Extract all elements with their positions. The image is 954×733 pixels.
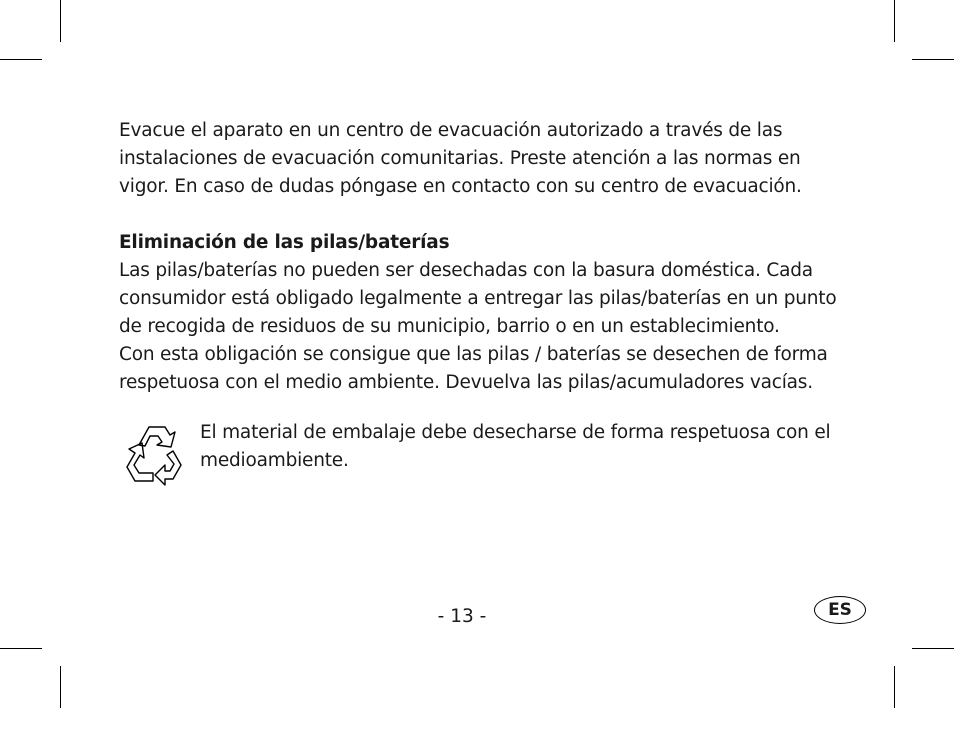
crop-mark bbox=[60, 0, 61, 42]
batteries-heading: Eliminación de las pilas/baterías bbox=[119, 232, 450, 253]
crop-mark bbox=[0, 59, 42, 60]
language-badge: ES bbox=[814, 596, 866, 624]
batteries-paragraph-2: Con esta obligación se consigue que las pilas / baterías se desechen de forma respetuosa con el medio ambiente. Devuelva las pilas/acumuladores vacías. bbox=[119, 344, 828, 393]
disposal-paragraph: Evacue el aparato en un centro de evacuación autorizado a través de las instalaciones de evacuación comunitarias. Preste atención a las normas en vigor. En caso de dudas póngase en contacto con su centro de evacuación. bbox=[119, 120, 802, 197]
crop-mark bbox=[894, 666, 895, 708]
page-number: - 13 - bbox=[437, 606, 487, 627]
crop-mark bbox=[60, 666, 61, 708]
packaging-note bbox=[119, 419, 844, 499]
crop-mark bbox=[912, 59, 954, 60]
crop-mark bbox=[0, 648, 42, 649]
recycle-icon bbox=[117, 415, 197, 495]
batteries-paragraph-1: Las pilas/baterías no pueden ser desechadas con la basura doméstica. Cada consumidor está obligado legalmente a entregar las pilas/baterías en un punto de recogida de residuos de su municipio, barrio o en un establecimiento. bbox=[119, 260, 837, 337]
page-content bbox=[119, 117, 844, 499]
crop-mark bbox=[894, 0, 895, 42]
packaging-note-text: El material de embalaje debe desecharse de forma respetuosa con el medioambiente. bbox=[200, 422, 831, 471]
crop-mark bbox=[912, 648, 954, 649]
